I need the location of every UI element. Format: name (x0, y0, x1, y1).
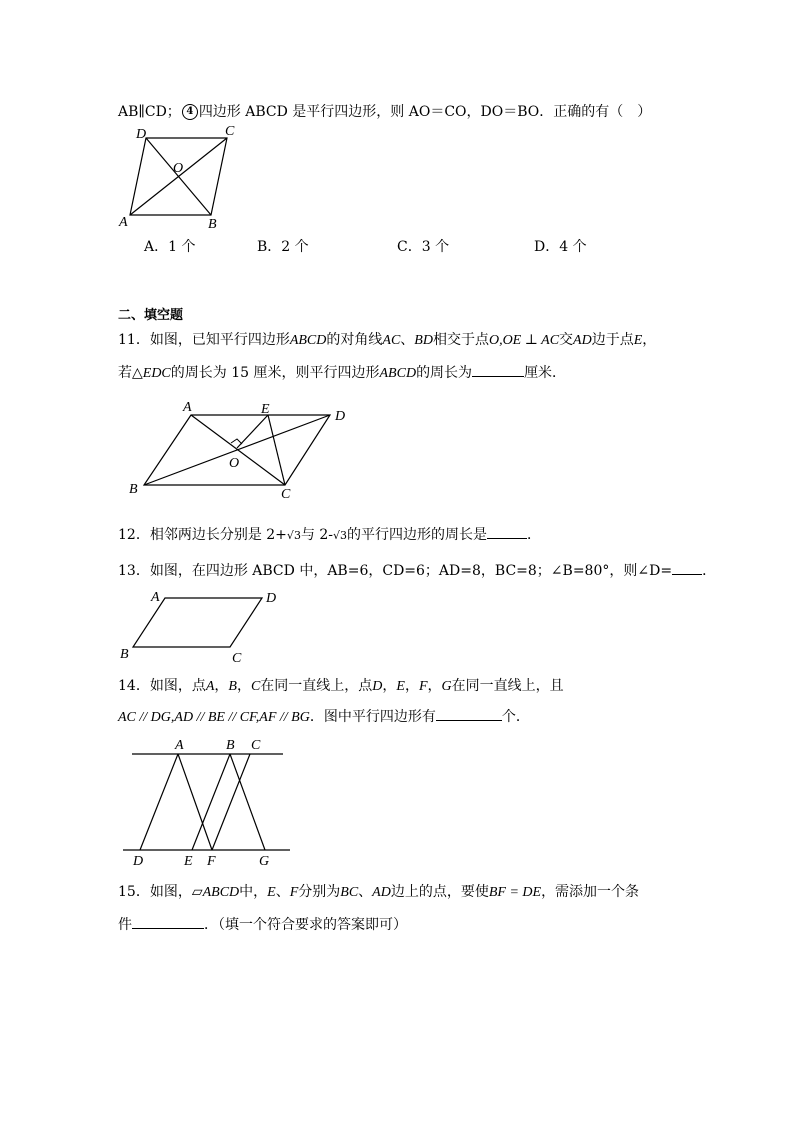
q14-text: 如图，点 (149, 678, 206, 694)
q14-var: G (441, 679, 452, 694)
q14-var: F (418, 679, 428, 694)
q14-line2 (118, 706, 530, 728)
q11-var: △EDC (132, 366, 171, 381)
q15-text: ．（填一个符合要求的答案即可） (204, 917, 407, 933)
q15-text: 、 (275, 884, 290, 900)
answer-blank[interactable] (672, 560, 702, 575)
q15-var: BC (340, 885, 359, 900)
q10-label-C: C (225, 124, 235, 139)
q14-number: 14． (118, 678, 150, 694)
circled-number: 4 (182, 104, 198, 120)
q14-text: ．图中平行四边形有 (309, 709, 436, 725)
q11-line2 (118, 362, 566, 384)
q10-option-c: C．3 个 (397, 239, 450, 255)
q11-label-O: O (229, 456, 240, 471)
q12-text: 与 2- (300, 527, 334, 543)
q14-figure (120, 735, 295, 870)
section-title: 二、填空题 (118, 308, 184, 323)
q10-option-d: D．4 个 (534, 239, 587, 255)
q11-text: 交 (559, 332, 574, 348)
q13-text: ． (702, 563, 717, 579)
q15-var: E (267, 885, 276, 900)
q11-label-D: D (335, 409, 346, 424)
q10-label-B: B (208, 217, 217, 232)
q12-line (118, 524, 541, 546)
q14-label-B: B (226, 738, 235, 753)
q14-text: ， (427, 678, 442, 694)
q10-option-a: A．1 个 (144, 239, 196, 255)
q15-text: 件 (118, 917, 132, 933)
q15-text: 中， (239, 884, 268, 900)
q13-label-C: C (232, 651, 242, 666)
q11-label-B: B (129, 482, 138, 497)
q14-text: ， (382, 678, 397, 694)
answer-blank[interactable] (472, 362, 524, 377)
answer-blank[interactable] (132, 914, 204, 929)
q14-text: ， (404, 678, 419, 694)
q11-text: 的周长为 15 厘米，则平行四边形 (170, 365, 380, 381)
q11-text: 若 (118, 365, 132, 381)
q14-var: AC // DG,AD // BE // CF,AF // BG (118, 710, 310, 725)
q11-line1 (118, 330, 656, 351)
q14-label-A: A (175, 738, 184, 753)
sqrt-symbol: √3 (286, 529, 301, 542)
q13-number: 13． (118, 563, 150, 579)
q12-number: 12． (118, 527, 150, 543)
radicand: 3 (293, 529, 301, 542)
q15-text: 分别为 (298, 884, 341, 900)
q14-label-G: G (259, 854, 270, 869)
q13-figure (118, 585, 288, 665)
q11-figure (125, 398, 355, 502)
q11-var: AC (382, 333, 401, 348)
q13-label-A: A (151, 590, 160, 605)
q14-var: B (228, 679, 237, 694)
q11-text: 边于点 (591, 332, 634, 348)
q14-label-E: E (184, 854, 193, 869)
q11-var: O,OE ⊥ AC (488, 333, 560, 348)
q14-label-D: D (133, 854, 144, 869)
answer-blank[interactable] (487, 524, 527, 539)
q15-line2 (118, 914, 407, 935)
q15-var: F (289, 885, 299, 900)
q11-text: ， (642, 332, 657, 348)
q15-var: ▱ABCD (191, 885, 240, 900)
q14-var: D (372, 679, 383, 694)
q11-var: BD (414, 333, 433, 348)
q11-label-E: E (261, 402, 270, 417)
q14-var: A (205, 679, 215, 694)
q12-text: 的平行四边形的周长是 (347, 527, 488, 543)
q15-text: 、 (358, 884, 373, 900)
q14-label-F: F (207, 854, 216, 869)
q13-text: 如图，在四边形 ABCD 中，AB=6，CD=6；AD=8，BC=8；∠B=80°，则∠D= (149, 563, 673, 579)
q11-label-A: A (183, 400, 192, 415)
q14-text: 在同一直线上，且 (451, 678, 564, 694)
q15-line1 (118, 882, 639, 903)
q15-text: 边上的点，要使 (390, 884, 489, 900)
q14-var: E (396, 679, 405, 694)
q15-text: 如图， (149, 884, 192, 900)
q10-line (118, 102, 651, 122)
q11-text: 、 (400, 332, 415, 348)
q10-figure (115, 125, 245, 230)
q14-text: ， (214, 678, 229, 694)
answer-blank[interactable] (436, 706, 502, 721)
q12-text: 相邻两边长分别是 2+ (149, 527, 287, 543)
q10-label-D: D (136, 127, 147, 142)
q14-var: C (250, 679, 261, 694)
q15-text: ，需添加一个条 (541, 884, 640, 900)
q11-var: E (633, 333, 643, 348)
q10-label-O: O (173, 161, 184, 176)
sqrt-symbol: √3 (333, 529, 348, 542)
q15-number: 15． (118, 884, 150, 900)
q10-option-b: B．2 个 (257, 239, 309, 255)
q14-text: 在同一直线上，点 (260, 678, 373, 694)
q14-text: 个． (501, 709, 530, 725)
q14-text: ， (236, 678, 251, 694)
q11-var: ABCD (289, 333, 327, 348)
q11-text: 厘米． (524, 365, 567, 381)
q14-label-C: C (251, 738, 261, 753)
q13-label-D: D (266, 591, 277, 606)
q10-text-a: AB∥CD； (118, 104, 181, 120)
q10-label-A: A (119, 215, 128, 230)
q11-var: AD (573, 333, 592, 348)
q15-var: AD (372, 885, 391, 900)
q13-line (118, 560, 716, 581)
q12-text: ． (527, 527, 542, 543)
q11-label-C: C (281, 487, 291, 502)
q11-text: 如图，已知平行四边形 (149, 332, 290, 348)
radicand: 3 (340, 529, 348, 542)
q11-var: ABCD (379, 366, 417, 381)
q13-label-B: B (120, 647, 129, 662)
q10-text-b: 四边形 ABCD 是平行四边形，则 AO＝CO，DO＝BO．正确的有（ ） (198, 104, 652, 120)
q15-var: BF = DE (488, 885, 542, 900)
q14-line1 (118, 676, 564, 697)
q11-number: 11． (118, 332, 150, 348)
q11-text: 相交于点 (432, 332, 489, 348)
q11-text: 的周长为 (416, 365, 473, 381)
q11-text: 的对角线 (326, 332, 383, 348)
